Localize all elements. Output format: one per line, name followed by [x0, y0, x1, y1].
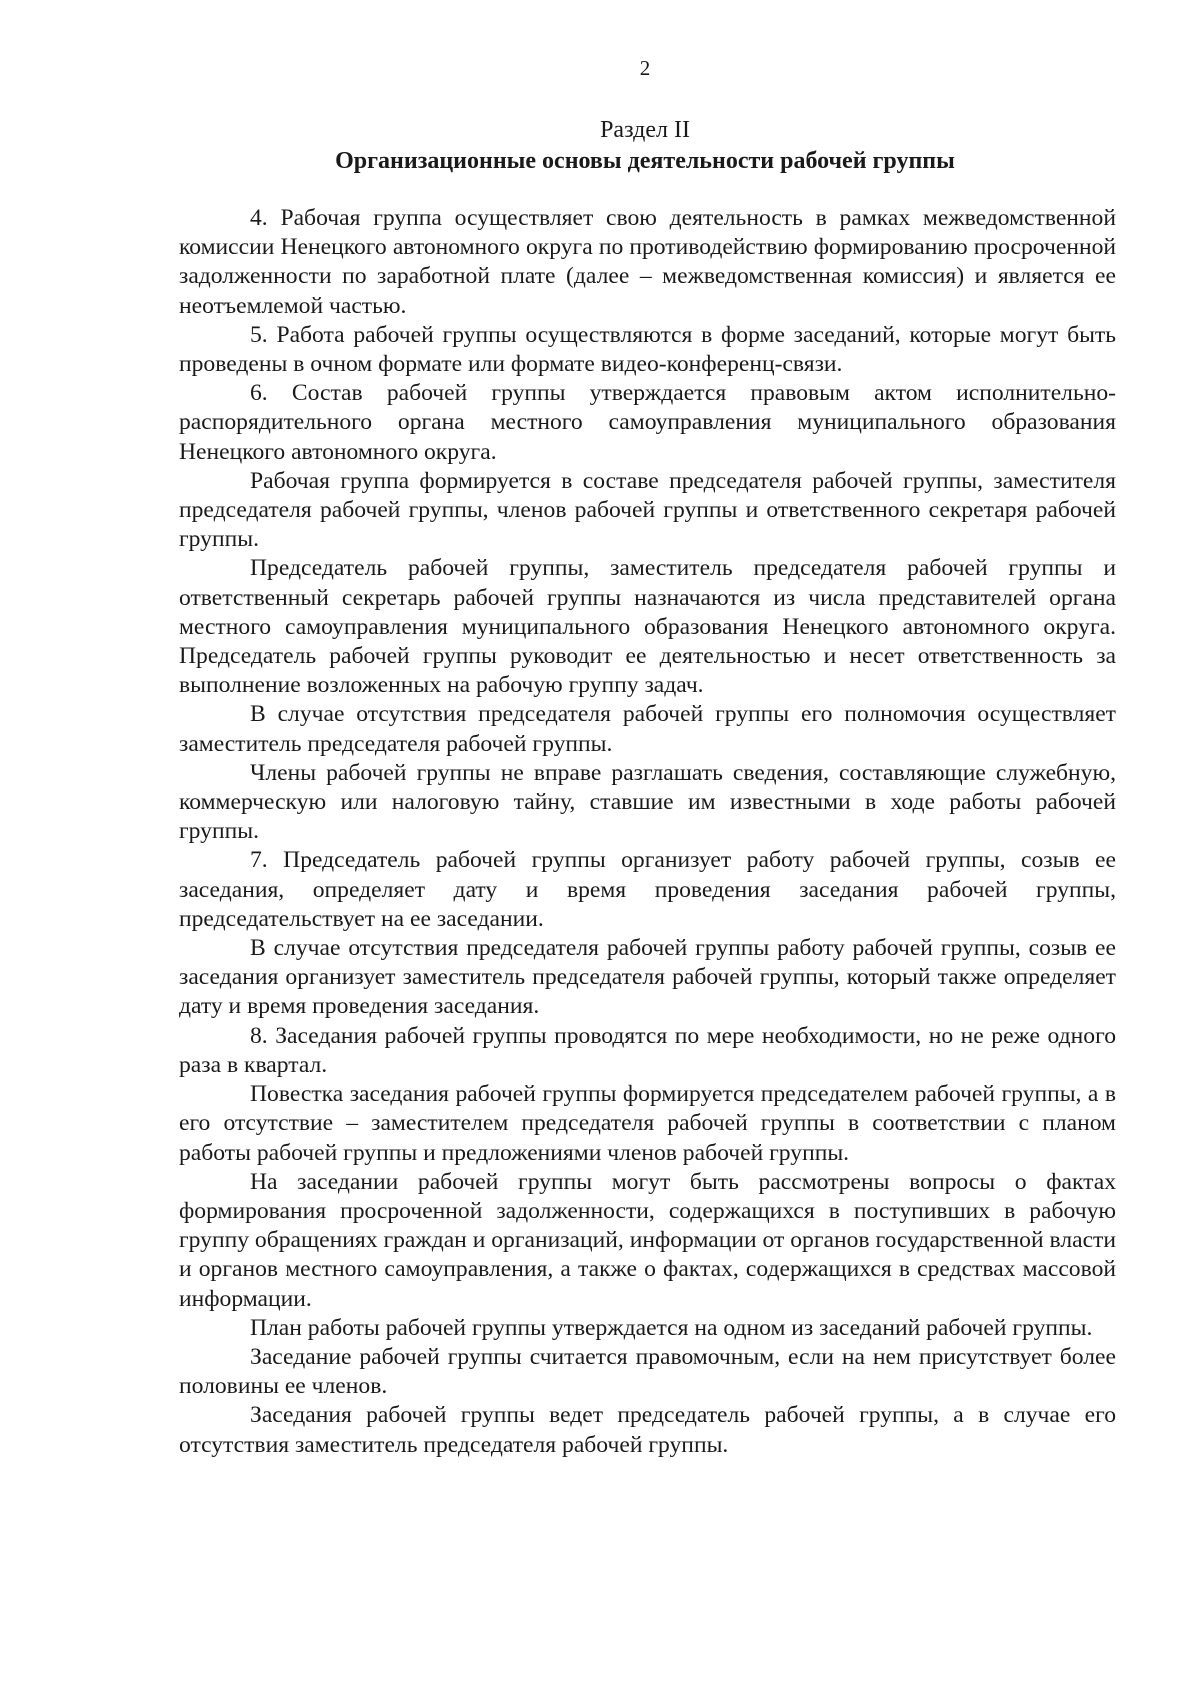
- paragraph-6-chairman: Председатель рабочей группы, заместитель председателя рабочей группы и ответственный секретарь рабочей группы назначаются из числа представителей органа местного самоуправления муниципального образования Ненецкого автономного округа. Председатель рабочей группы руководит ее деятельностью и несет ответственность за выполнение возложенных на рабочую группу задач.: [179, 555, 1116, 699]
- paragraph-6-absence: В случае отсутствия председателя рабочей группы его полномочия осуществляет заместитель председателя рабочей группы.: [179, 701, 1116, 757]
- paragraph-8: 8. Заседания рабочей группы проводятся по мере необходимости, но не реже одного раза в квартал.: [179, 1022, 1116, 1078]
- paragraph-8-agenda: Повестка заседания рабочей группы формируется председателем рабочей группы, а в его отсутствие – заместителем председателя рабочей группы в соответствии с планом работы рабочей группы и предложениями членов рабочей группы.: [179, 1081, 1116, 1166]
- paragraph-8-conduct: Заседания рабочей группы ведет председатель рабочей группы, а в случае его отсутствия заместитель председателя рабочей группы.: [179, 1402, 1116, 1458]
- document-body: [179, 204, 1116, 1460]
- paragraph-6-composition: Рабочая группа формируется в составе председателя рабочей группы, заместителя председателя рабочей группы, членов рабочей группы и ответственного секретаря рабочей группы.: [179, 467, 1116, 553]
- paragraph-6-confidentiality: Члены рабочей группы не вправе разглашать сведения, составляющие служебную, коммерческую или налоговую тайну, ставшие им известными в ходе работы рабочей группы.: [179, 759, 1116, 845]
- paragraph-8-topics: На заседании рабочей группы могут быть рассмотрены вопросы о фактах формирования просроченной задолженности, содержащихся в поступивших в рабочую группу обращениях граждан и организаций, информации от органов государственной власти и органов местного самоуправления, а также о фактах, содержащихся в средствах массовой информации.: [179, 1168, 1116, 1312]
- paragraph-7-absence: В случае отсутствия председателя рабочей группы работу рабочей группы, созыв ее заседания организует заместитель председателя рабочей группы, который также определяет дату и время проведения заседания.: [179, 935, 1116, 1020]
- paragraph-8-quorum: Заседание рабочей группы считается правомочным, если на нем присутствует более половины ее членов.: [179, 1343, 1116, 1400]
- paragraph-4: 4. Рабочая группа осуществляет свою деятельность в рамках межведомственной комиссии Ненецкого автономного округа по противодействию формированию просроченной задолженности по заработной плате (далее – межведомственная комиссия) и является ее неотъемлемой частью.: [179, 205, 1116, 319]
- paragraph-7: 7. Председатель рабочей группы организует работу рабочей группы, созыв ее заседания, определяет дату и время проведения заседания рабочей группы, председательствует на ее заседании.: [179, 847, 1116, 932]
- section-title: Организационные основы деятельности рабочей группы: [335, 148, 955, 174]
- page-number: 2: [639, 56, 651, 80]
- paragraph-8-plan: План работы рабочей группы утверждается на одном из заседаний рабочей группы.: [250, 1314, 1093, 1341]
- paragraph-6: 6. Состав рабочей группы утверждается правовым актом исполнительно-распорядительного органа местного самоуправления муниципального образования Ненецкого автономного округа.: [179, 380, 1116, 465]
- paragraph-5: 5. Работа рабочей группы осуществляются в форме заседаний, которые могут быть проведены в очном формате или формате видео-конференц-связи.: [179, 321, 1116, 378]
- section-label: Раздел II: [600, 117, 690, 143]
